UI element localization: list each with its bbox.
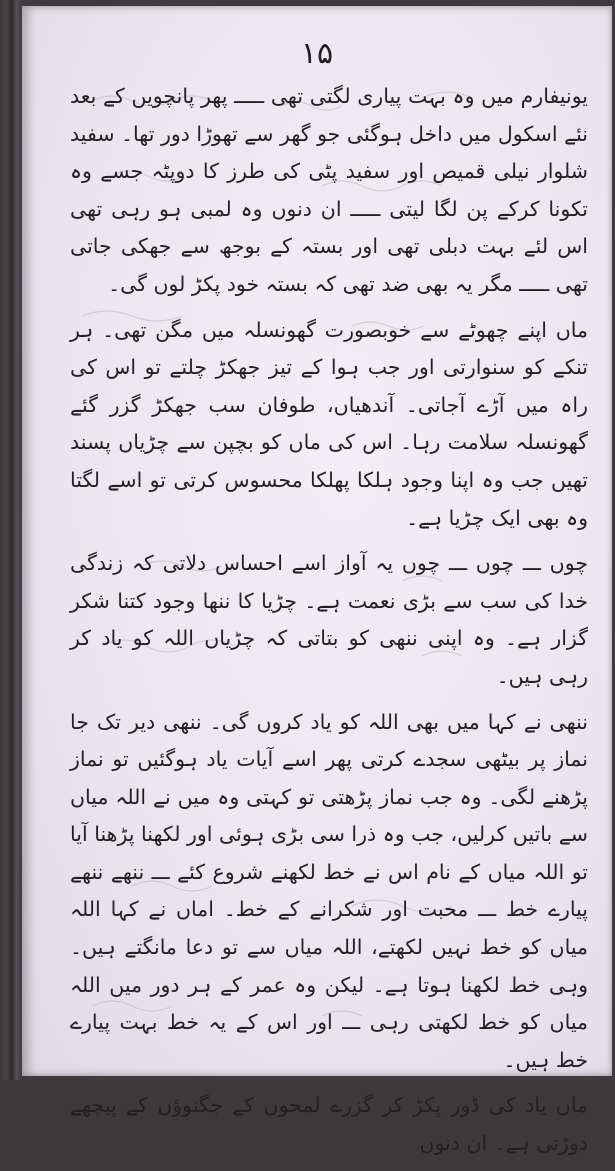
book-page [22,6,612,1156]
page-body [70,78,588,1171]
paragraph-4: ننھی نے کہا میں بھی اللہ کو یاد کروں گی۔ ننھی دیر تک جا نماز پر بیٹھی سجدے کرتی پھر اسے آیات یاد ہوگئیں تو نماز پڑھنے لگی۔ وہ جب نماز پڑھتی تو کہتی وہ میں نے اللہ میاں سے باتیں کرلیں، جب وہ ذرا سی بڑی ہوئی اور لکھنا پڑھنا آیا تو اللہ میاں کے نام اس نے خط لکھنے شروع کئے ـــ ننھے ننھے پیارے خط ـــ محبت اور شکرانے کے خط۔ اماں نے کہا اللہ میاں کو خط نہیں لکھتے، اللہ میاں سے تو دعا مانگتے ہیں۔ وہی خط لکھنا ہوتا ہے۔ لیکن وہ عمر کے ہر دور میں اللہ میاں کو خط لکھتی رہی ـــ اور اس کے یہ خط بہت پیارے خط ہیں۔ [70,709,588,1072]
paragraph-5: ماں یاد کی ڈور پکڑ کر گزرے لمحوں کے جگنوؤں کے پیچھے دوڑتی ہے۔ ان دنوں [70,1093,588,1156]
paragraph-1: یونیفارم میں وہ بہت پیاری لگتی تھی ـــــ پھر پانچویں کے بعد نئے اسکول میں داخل ہوگئی جو گھر سے تھوڑا دور تھا۔ سفید شلوار نیلی قمیص اور سفید پٹی کی طرز کا دوپٹہ جسے وہ تکونا کرکے پن لگا لیتی ـــــ ان دنوں وہ لمبی ہو رہی تھی اس لئے بہت دبلی تھی اور بستہ کے بوجھ سے جھکی جاتی تھی ـــــ مگر یہ بھی ضد تھی کہ بستہ خود پکڑ لوں گی۔ [70,84,588,296]
paragraph-3: چوں ـــ چوں ـــ چوں یہ آواز اسے احساس دلاتی کہ زندگی خدا کی سب سے بڑی نعمت ہے۔ چڑیا کا ننھا وجود کتنا شکر گزار ہے۔ وہ اپنی ننھی کو بتاتی کہ چڑیاں اللہ کو یاد کر رہی ہیں۔ [70,551,588,688]
paragraph-2: ماں اپنے چھوٹے سے خوبصورت گھونسلہ میں مگن تھی۔ ہر تنکے کو سنوارتی اور جب ہوا کے تیز جھکڑ چلتے تو اس کی راہ میں آڑے آجاتی۔ آندھیاں، طوفان سب جھکڑ گزر گئے گھونسلہ سلامت رہا۔ اس کی ماں کو بچپن سے چڑیاں پسند تھیں جب وہ اپنا وجود ہلکا پھلکا محسوس کرتی تو اسے لگتا وہ بھی ایک چڑیا ہے۔ [70,317,588,530]
page-number: ۱۵ [300,36,334,71]
